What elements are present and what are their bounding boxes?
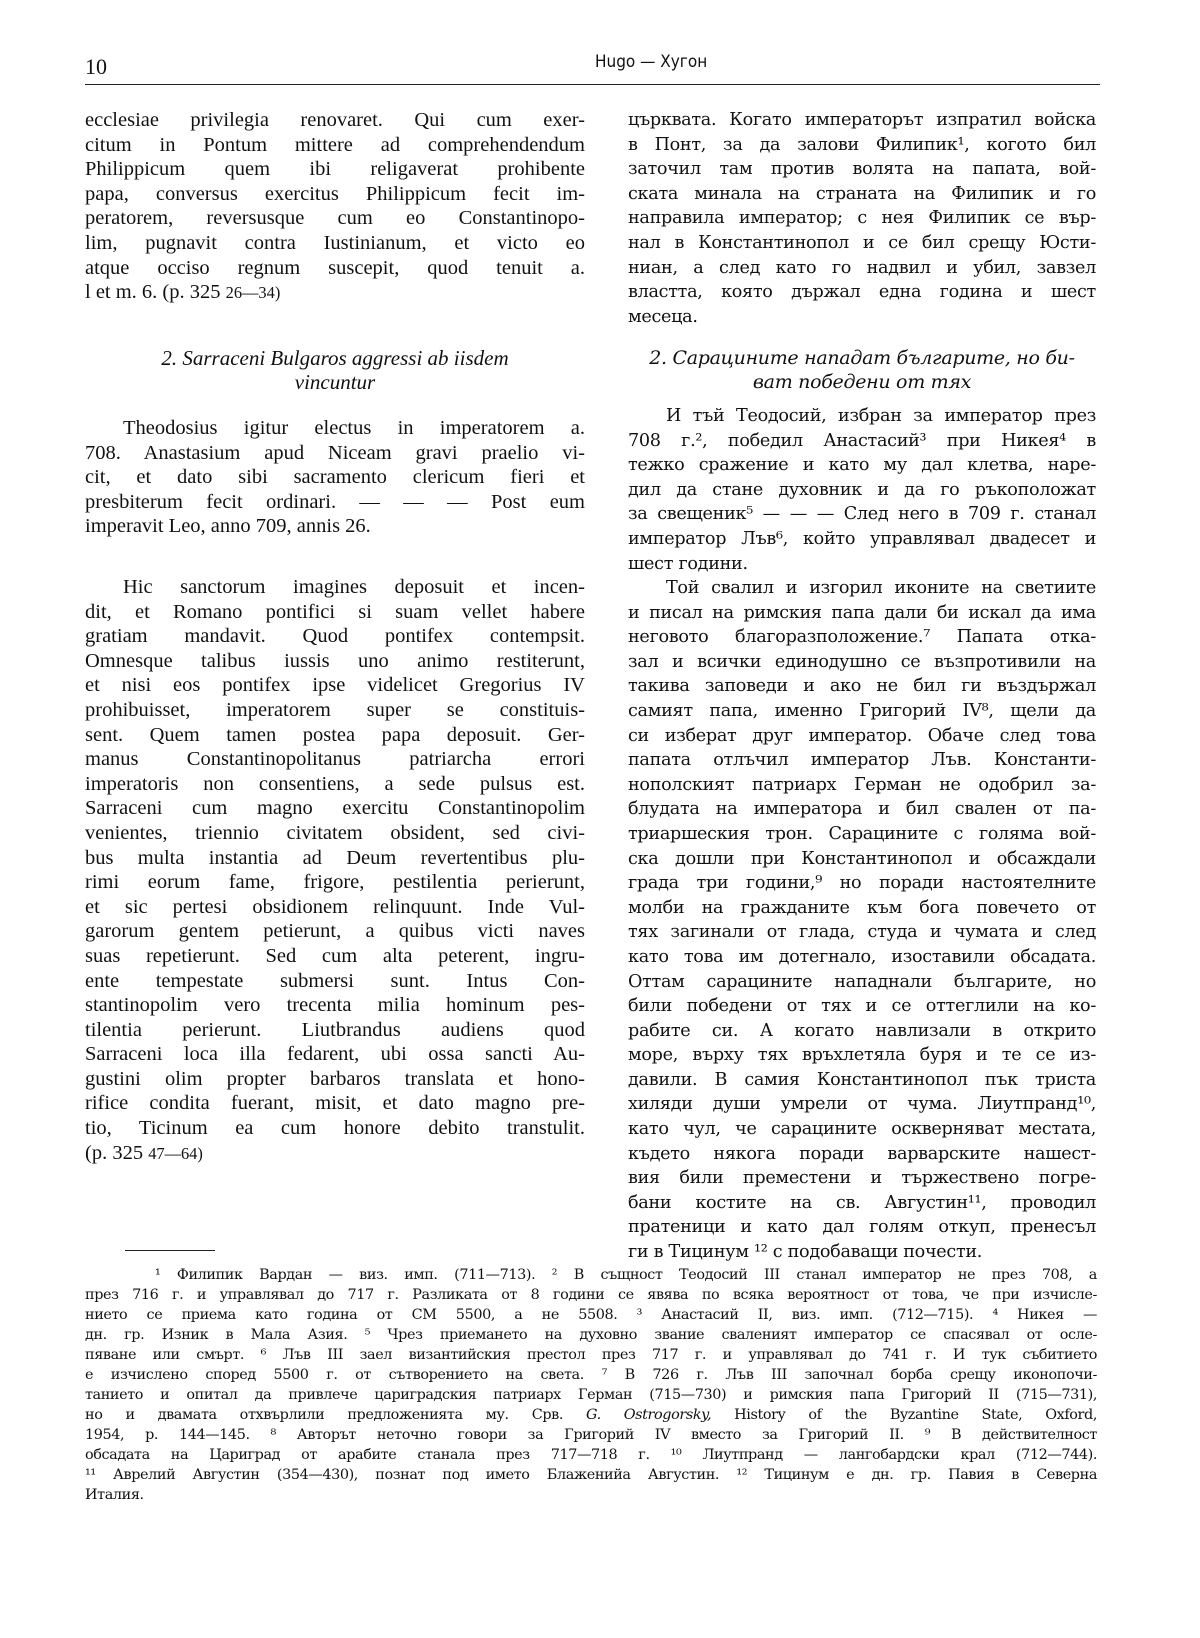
text-line: блудата на императора и бил свален от па-: [628, 799, 1096, 820]
footnote-line: ¹¹ Аврелий Августин (354—430), познат под името Блаженийа Августин. ¹² Тицинум е дн. гр. Павия в Северна: [85, 1467, 1097, 1483]
page-reference: 47—64): [148, 1143, 203, 1163]
text-line: ват победени от тях: [752, 371, 972, 393]
text-line: Sarraceni cum magno exercitu Constantinopolim: [85, 797, 585, 820]
text-line: Оттам сарацините нападнали българите, но: [628, 971, 1096, 992]
page-reference: 26—34): [225, 283, 281, 303]
text-line: 2. Сарацините нападат българите, но би-: [649, 347, 1075, 369]
text-line: atque occiso regnum suscepit, quod tenuit a.: [85, 256, 585, 279]
text-line: papa, conversus exercitus Philippicum fecit im-: [85, 182, 585, 205]
text-line: l et m. 6. (p. 325 26—34): [85, 281, 281, 304]
text-line: imperavit Leo, anno 709, annis 26.: [85, 515, 371, 538]
footnote-line: е изчислено според 5500 г. от сътворението на света. ⁷ В 726 г. Лъв III започнал борба срещу иконопочи-: [85, 1367, 1097, 1383]
text-line: шест години.: [628, 553, 748, 574]
text-line: хиляди души умрели от чума. Лиутпранд¹⁰,: [628, 1094, 1096, 1115]
footnote-separator: [125, 1250, 215, 1251]
text-line: Sarraceni loca illa fedarent, ubi ossa sancti Au-: [85, 1043, 585, 1066]
text-line: дил да стане духовник и да го ръкоположат: [628, 479, 1096, 500]
text-line: citum in Pontum mittere ad comprehendendum: [85, 133, 585, 156]
text-line: 708 г.², победил Анастасий³ при Никея⁴ в: [628, 430, 1096, 451]
text-line: venientes, triennio civitatem obsident, sed civi-: [85, 821, 585, 844]
text-line: ска дошли при Константинопол и обсаждали: [628, 848, 1096, 869]
text-line: bus multa instantia ad Deum revertentibus plu-: [85, 846, 585, 869]
text-line: garorum gentem petierunt, a quibus victi naves: [85, 920, 585, 943]
text-line: ecclesiae privilegia renovaret. Qui cum exer-: [85, 109, 585, 131]
text-line: Philippicum quem ibi religaverat prohibente: [85, 158, 585, 181]
footnote-line: ¹ Филипик Вардан — виз. имп. (711—713). ² В същност Теодосий III станал император не през 708, а: [155, 1267, 1097, 1283]
footnotes: [85, 1265, 1097, 1505]
text-line: lim, pugnavit contra Iustinianum, et victo eo: [85, 231, 585, 254]
text-line: рабите си. А когато навлизали в открито: [628, 1020, 1096, 1041]
text-line: И тъй Теодосий, избран за император през: [666, 406, 1096, 426]
text-line: за свещеник⁵ — — — След него в 709 г. станал: [628, 504, 1096, 525]
text-line: неговото благоразположение.⁷ Папата отка-: [628, 627, 1096, 648]
text-line: нал в Константинопол и се бил срещу Юсти-: [628, 232, 1096, 253]
bulgarian-paragraph-1: [628, 108, 1096, 329]
text-line: зал и всички единодушно се възпротивили на: [628, 651, 1096, 672]
text-line: dit, et Romano pontifici si suam vellet habere: [85, 600, 585, 623]
text-line: море, върху тях връхлетяла буря и те се из-: [628, 1045, 1096, 1066]
text-line: и писал на римския папа дали би искал да има: [628, 602, 1096, 623]
text-line: imperatoris non consentiens, a sede pulsus est.: [85, 772, 585, 795]
text-line: си изберат друг император. Обаче след това: [628, 725, 1096, 746]
text-line: тежко сражение и като му дал клетва, наре-: [628, 455, 1096, 476]
footnote-line: 1954, p. 144—145. ⁸ Авторът неточно говори за Григорий IV вместо за Григорий II. ⁹ В действителност: [85, 1427, 1097, 1443]
text-line: нополският патриарх Герман не одобрил за-: [628, 774, 1096, 795]
text-line: prohibuisset, imperatorem super se constituis-: [85, 698, 585, 721]
footnote-line: танието и опитал да привлече цариградския патриарх Герман (715—730) и римския папа Григорий II (715—731),: [85, 1387, 1097, 1403]
footnote-line: пяване или смърт. ⁶ Лъв III заел византийския престол през 717 г. и управлявал до 741 г. И тук събитието: [85, 1347, 1097, 1363]
page-header: [85, 48, 1100, 85]
text-line: като чул, че сарацините оскверняват местата,: [628, 1119, 1096, 1140]
text-line: месеца.: [628, 306, 698, 327]
latin-paragraph-3: [85, 575, 585, 1166]
text-line: властта, която държал една година и шест: [628, 282, 1096, 303]
text-line: cit, et dato sibi sacramento clericum fieri et: [85, 466, 585, 489]
text-line: gustini olim propter barbaros translata et hono-: [85, 1067, 585, 1090]
text-line: gratiam mandavit. Quod pontifex contempsit.: [85, 625, 585, 648]
bulgarian-section-heading: [628, 346, 1096, 394]
text-line: където някога поради варварските нашест-: [628, 1143, 1096, 1164]
text-line: Theodosius igitur electus in imperatorem a.: [123, 417, 585, 439]
latin-paragraph-2: [85, 416, 585, 539]
text-line: вия били преместени и тържествено погре-: [628, 1168, 1096, 1189]
text-line: Omnesque talibus iussis uno animo restiterunt,: [85, 649, 585, 672]
text-line: et sic pertesi obsidionem relinquunt. Inde Vul-: [85, 895, 585, 918]
footnote-line: но и двамата отхвърлили предложенията му. Срв. G. Ostrogorsky, History of the Byzantine State, Oxford,: [85, 1407, 1098, 1423]
footnote-line: обсадата на Цариград от арабите станала през 717—718 г. ¹⁰ Лиутпранд — лангобардски крал (712—744).: [85, 1447, 1097, 1463]
text-line: тях загинали от глада, студа и чумата и след: [628, 922, 1096, 943]
text-line: vincuntur: [294, 370, 376, 394]
text-line: заточил там против волята на папата, вой-: [628, 159, 1096, 180]
footnote-line: през 716 г. и управлявал до 717 г. Разликата от 8 години се явява по всяка вероятност от това, че при изчисле-: [85, 1287, 1097, 1303]
text-line: пратеници и като дал голям откуп, пренесъл: [628, 1217, 1096, 1238]
text-line: такива заповеди и ако не бил ги въздържал: [628, 676, 1096, 697]
text-line: като това им дотегнало, изоставили обсадата.: [628, 946, 1096, 967]
text-line: бани костите на св. Августин¹¹, проводил: [628, 1192, 1096, 1213]
text-line: Hic sanctorum imagines deposuit et incen-: [123, 576, 585, 598]
text-line: ската минала на страната на Филипик и го: [628, 183, 1096, 204]
text-line: Той свалил и изгорил иконите на светиите: [666, 578, 1096, 598]
bulgarian-paragraph-3: [628, 576, 1096, 1265]
text-line: (p. 325 47—64): [85, 1141, 203, 1164]
text-line: suas repetierunt. Sed cum alta peterent, ingru-: [85, 944, 585, 967]
text-line: града три години,⁹ но поради настоятелните: [628, 873, 1096, 894]
running-head: Hugo — Хугон: [595, 52, 708, 72]
latin-section-heading: [85, 346, 585, 394]
page-number: 10: [85, 54, 107, 79]
text-line: et nisi eos pontifex ipse videlicet Gregorius IV: [85, 674, 585, 697]
text-line: 2. Sarraceni Bulgaros aggressi ab iisdem: [161, 346, 509, 370]
bulgarian-paragraph-2: [628, 404, 1096, 576]
text-line: 708. Anastasium apud Niceam gravi praelio vi-: [85, 441, 585, 464]
text-line: ги в Тицинум ¹² с подобаващи почести.: [628, 1242, 983, 1263]
text-line: император Лъв⁶, който управлявал двадесет и: [628, 528, 1096, 549]
text-line: били победени от тях и се оттеглили на ко-: [628, 996, 1096, 1017]
text-line: peratorem, reversusque cum eo Constantinopo-: [85, 207, 585, 230]
text-line: tio, Ticinum ea cum honore debito transtulit.: [85, 1117, 585, 1140]
text-line: stantinopolim vero trecenta milia hominum pes-: [85, 994, 585, 1017]
text-line: presbiterum fecit ordinari. — — — Post eum: [85, 490, 585, 513]
text-line: триаршеския трон. Сарацините с голяма вой-: [628, 823, 1096, 844]
footnote-line: нието се приема като година от СМ 5500, а не 5508. ³ Анастасий II, виз. имп. (712—715). ⁴ Никея —: [85, 1307, 1097, 1323]
latin-paragraph-1: [85, 108, 585, 306]
text-line: църквата. Когато императорът изпратил войска: [628, 110, 1096, 130]
text-line: manus Constantinopolitanus patriarcha errori: [85, 748, 585, 771]
footnote-line: дн. гр. Изник в Мала Азия. ⁵ Чрез приемането на духовно звание сваленият император се спасявал от осле-: [85, 1327, 1097, 1343]
text-line: rifice condita fuerant, misit, et dato magno pre-: [85, 1092, 585, 1115]
text-line: rimi eorum fame, frigore, pestilentia perierunt,: [85, 871, 585, 894]
text-line: самият папа, именно Григорий IV⁸, щели да: [628, 700, 1096, 721]
text-line: молби на гражданите към бога повечето от: [628, 897, 1096, 918]
text-line: tilentia perierunt. Liutbrandus audiens quod: [85, 1018, 585, 1041]
footnote-line: Италия.: [85, 1487, 144, 1503]
text-line: папата отлъчил император Лъв. Константи-: [628, 750, 1096, 771]
text-line: ente tempestate submersi sunt. Intus Con-: [85, 969, 585, 992]
text-line: направила император; с нея Филипик се вър-: [628, 208, 1096, 229]
text-line: в Понт, за да залови Филипик¹, когото бил: [628, 134, 1096, 155]
text-line: sent. Quem tamen postea papa deposuit. Ger-: [85, 723, 585, 746]
text-line: ниан, а след като го надвил и убил, завзел: [628, 257, 1096, 278]
text-line: давили. В самия Константинопол пък триста: [628, 1069, 1096, 1090]
cited-author: G. Ostrogorsky,: [586, 1407, 712, 1423]
